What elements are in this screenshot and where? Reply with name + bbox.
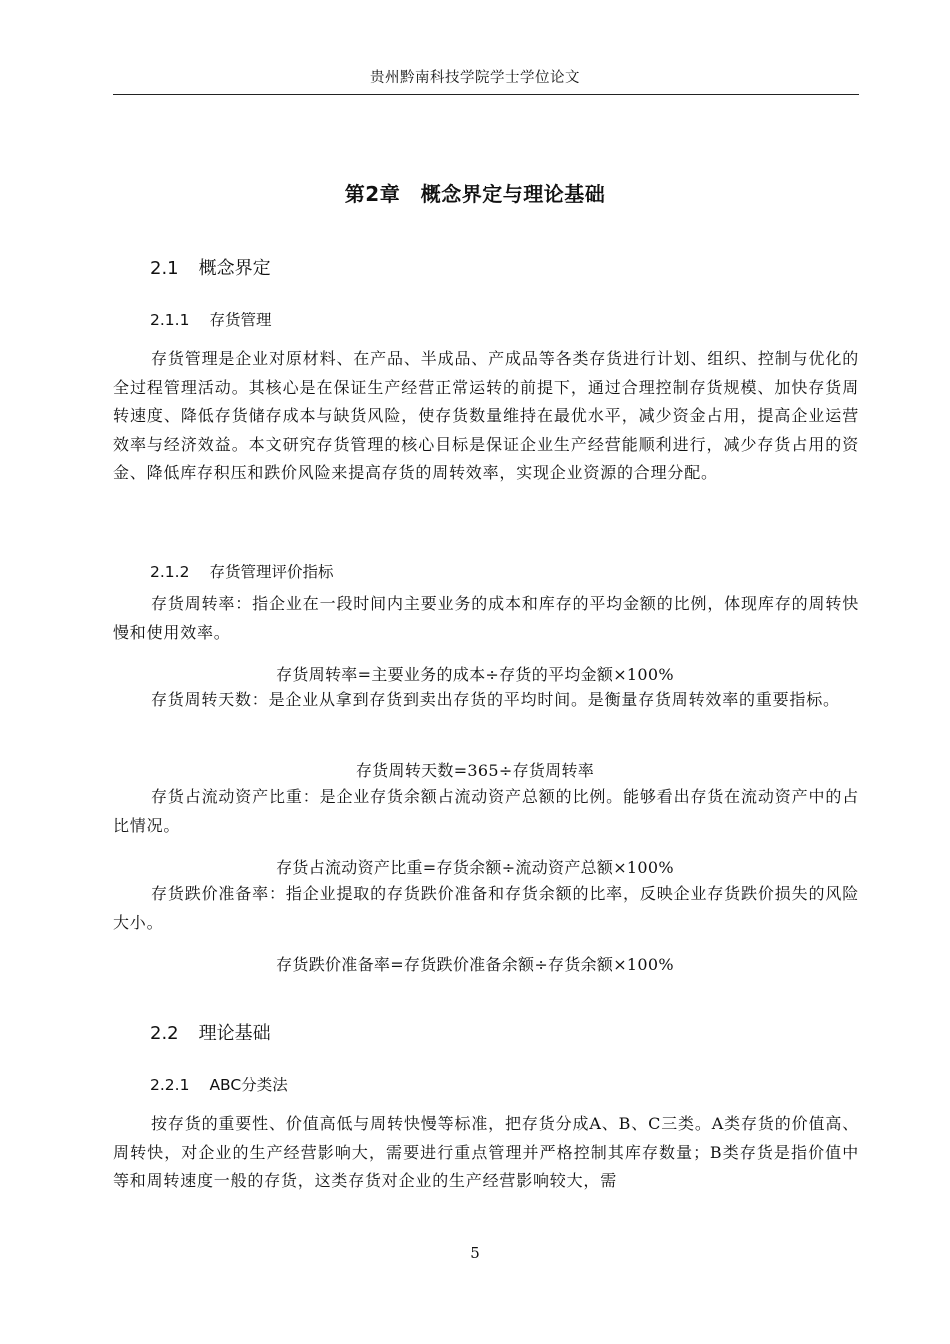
header-rule [113, 94, 859, 95]
section-title: ABC分类法 [209, 1076, 288, 1094]
paragraph-inventory-management: 存货管理是企业对原材料、在产品、半成品、产成品等各类存货进行计划、组织、控制与优化的全过程管理活动。其核心是在保证生产经营正常运转的前提下，通过合理控制存货规模、加快存货周转速度、降低存货储存成本与缺货风险，使存货数量维持在最优水平，减少资金占用，提高企业运营效率与经济效益。本文研究存货管理的核心目标是保证企业生产经营能顺利进行，减少存货占用的资金、降低库存积压和跌价风险来提高存货的周转效率，实现企业资源的合理分配。 [113, 349, 859, 483]
section-2-2-1-heading [150, 1073, 288, 1095]
paragraph-current-asset-ratio: 存货占流动资产比重：是企业存货余额占流动资产总额的比例。能够看出存货在流动资产中的占比情况。 [113, 787, 859, 835]
paragraph-turnover-days: 存货周转天数：是企业从拿到存货到卖出存货的平均时间。是衡量存货周转效率的重要指标。 [151, 690, 840, 709]
section-number: 2.1.2 [150, 563, 190, 581]
section-title: 理论基础 [198, 1023, 271, 1044]
paragraph-impairment-rate: 存货跌价准备率：指企业提取的存货跌价准备和存货余额的比率，反映企业存货跌价损失的风险大小。 [113, 884, 859, 932]
page-number: 5 [470, 1244, 480, 1262]
formula-current-asset-ratio: 存货占流动资产比重=存货余额÷流动资产总额×100% [276, 858, 674, 877]
section-number: 2.2.1 [150, 1076, 190, 1094]
formula-turnover-rate: 存货周转率=主要业务的成本÷存货的平均金额×100% [276, 665, 674, 684]
formula-impairment-rate: 存货跌价准备率=存货跌价准备余额÷存货余额×100% [276, 955, 674, 974]
section-number: 2.2 [150, 1023, 179, 1044]
section-2-1-2-heading [150, 560, 333, 582]
paragraph-abc-classification: 按存货的重要性、价值高低与周转快慢等标准，把存货分成A、B、C三类。A类存货的价值高、周转快，对企业的生产经营影响大，需要进行重点管理并严格控制其库存数量；B类存货是指价值中等和周转速度一般的存货，这类存货对企业的生产经营影响较大，需 [113, 1114, 859, 1191]
section-title: 存货管理评价指标 [209, 563, 334, 581]
section-2-2-heading [150, 1019, 271, 1045]
section-title: 存货管理 [209, 311, 272, 329]
running-header: 贵州黔南科技学院学士学位论文 [370, 70, 580, 86]
chapter-title: 第2章 概念界定与理论基础 [344, 182, 606, 206]
formula-turnover-days: 存货周转天数=365÷存货周转率 [355, 761, 595, 780]
section-2-1-1-heading [150, 308, 271, 330]
section-title: 概念界定 [198, 258, 271, 279]
section-number: 2.1 [150, 258, 179, 279]
paragraph-turnover-rate: 存货周转率：指企业在一段时间内主要业务的成本和库存的平均金额的比例，体现库存的周转快慢和使用效率。 [113, 594, 859, 642]
section-2-1-heading [150, 254, 271, 280]
section-number: 2.1.1 [150, 311, 190, 329]
